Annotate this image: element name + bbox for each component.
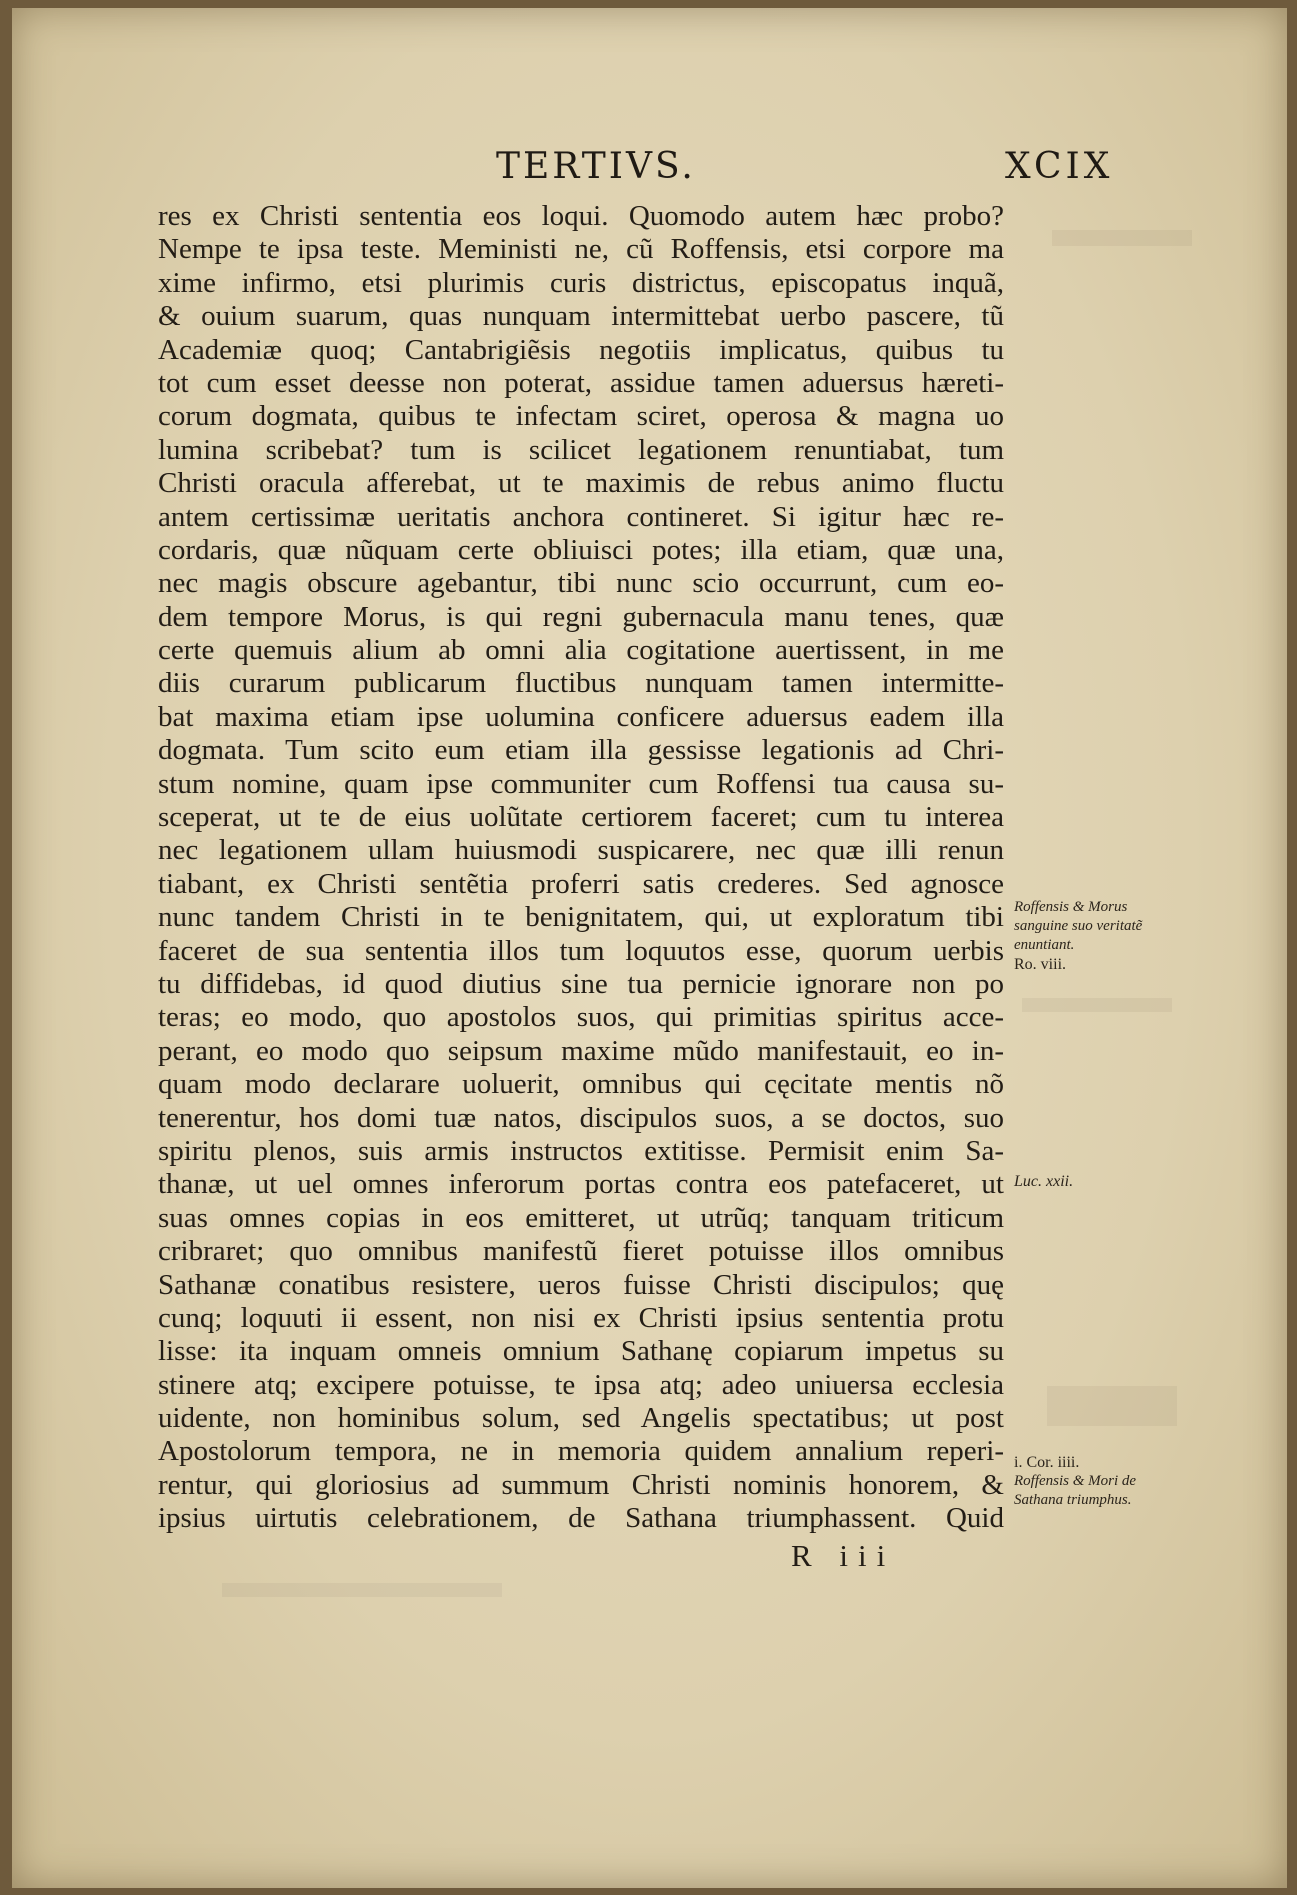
- margin-note-triumphus: [1014, 1453, 1136, 1510]
- text-line: dem tempore Morus, is qui regni gubernacula manu tenes, quæ: [158, 600, 1004, 633]
- text-line: teras; eo modo, quo apostolos suos, qui primitias spiritus acce-: [158, 1001, 1004, 1034]
- text-line: tot cum esset deesse non poterat, assidue tamen aduersus hæreti-: [158, 366, 1004, 399]
- text-line: quam modo declarare uoluerit, omnibus qui cęcitate mentis nõ: [158, 1068, 1004, 1101]
- text-line: res ex Christi sententia eos loqui. Quomodo autem hæc probo?: [158, 200, 1004, 232]
- running-head: TERTIVS.: [496, 146, 696, 187]
- text-line: stum nomine, quam ipse communiter cum Roffensi tua causa su-: [158, 767, 1004, 800]
- text-line: uidente, non hominibus solum, sed Angelis spectatibus; ut post: [158, 1402, 1004, 1435]
- text-line: corum dogmata, quibus te infectam sciret, operosa & magna uo: [158, 400, 1004, 433]
- text-line: tiabant, ex Christi sentẽtia proferri satis crederes. Sed agnosce: [158, 867, 1004, 900]
- margin-note-luc: Luc. xxii.: [1014, 1173, 1074, 1190]
- page-footer: [158, 1538, 1004, 1578]
- text-line: sceperat, ut te de eius uolũtate certiorem faceret; cum tu interea: [158, 801, 1004, 834]
- text-line: Nempe te ipsa teste. Meministi ne, cũ Roffensis, etsi corpore ma: [158, 233, 1004, 266]
- text-line: nunc tandem Christi in te benignitatem, qui, ut exploratum tibi: [158, 901, 1004, 934]
- text-line: suas omnes copias in eos emitteret, ut utrũq; tanquam triticum: [158, 1201, 1004, 1234]
- text-line: rentur, qui gloriosius ad summum Christi nominis honorem, &: [158, 1468, 1004, 1501]
- show-through-mark: [1047, 1386, 1177, 1426]
- text-line: thanæ, ut uel omnes inferorum portas contra eos patefaceret, ut: [158, 1168, 1004, 1201]
- margin-note-line: Roffensis & Morus: [1014, 899, 1128, 915]
- main-text-block: [158, 200, 1004, 1536]
- margin-note-line: enuntiant.: [1014, 937, 1075, 953]
- text-line: lumina scribebat? tum is scilicet legationem renuntiabat, tum: [158, 433, 1004, 466]
- text-line: cribraret; quo omnibus manifestũ fieret potuisse illos omnibus: [158, 1235, 1004, 1268]
- text-line: tenerentur, hos domi tuæ natos, discipulos suos, a se doctos, suo: [158, 1101, 1004, 1134]
- text-line: diis curarum publicarum fluctibus nunquam tamen intermitte-: [158, 667, 1004, 700]
- show-through-mark: [1052, 230, 1192, 246]
- margin-note-line: Roffensis & Mori de: [1014, 1473, 1137, 1489]
- margin-note-reference: i. Cor. iiii.: [1014, 1454, 1080, 1471]
- text-line: Christi oracula afferebat, ut te maximis de rebus animo fluctu: [158, 467, 1004, 500]
- text-line: & ouium suarum, quas nunquam intermittebat uerbo pascere, tũ: [158, 300, 1004, 333]
- text-line: certe quemuis alium ab omni alia cogitatione auertissent, in me: [158, 634, 1004, 667]
- text-line: nec magis obscure agebantur, tibi nunc scio occurrunt, cum eo-: [158, 567, 1004, 600]
- margin-note-roffensis-morus: [1014, 898, 1142, 974]
- folio-number: XCIX: [1005, 146, 1114, 187]
- text-line: Apostolorum tempora, ne in memoria quidem annalium reperi-: [158, 1435, 1004, 1468]
- text-line: spiritu plenos, suis armis instructos extitisse. Permisit enim Sa-: [158, 1134, 1004, 1167]
- text-line: cunq; loquuti ii essent, non nisi ex Christi ipsius sententia protu: [158, 1301, 1004, 1334]
- book-page: [12, 8, 1287, 1888]
- signature-mark: R iii: [791, 1538, 896, 1573]
- text-line: stinere atq; excipere potuisse, te ipsa atq; adeo uniuersa ecclesia: [158, 1368, 1004, 1401]
- text-line: faceret de sua sententia illos tum loquutos esse, quorum uerbis: [158, 934, 1004, 967]
- text-line: xime infirmo, etsi plurimis curis districtus, episcopatus inquã,: [158, 266, 1004, 299]
- text-line: dogmata. Tum scito eum etiam illa gessisse legationis ad Chri-: [158, 734, 1004, 767]
- text-line: Sathanæ conatibus resistere, ueros fuisse Christi discipulos; quę: [158, 1268, 1004, 1301]
- margin-note-line: sanguine suo veritatẽ: [1014, 918, 1143, 934]
- text-line: perant, eo modo quo seipsum maxime mũdo manifestauit, eo in-: [158, 1034, 1004, 1067]
- text-line: Academiæ quoq; Cantabrigiẽsis negotiis implicatus, quibus tu: [158, 333, 1004, 366]
- text-line: nec legationem ullam huiusmodi suspicarere, nec quæ illi renun: [158, 834, 1004, 867]
- margin-note-reference: Ro. viii.: [1014, 956, 1067, 973]
- text-line: antem certissimæ ueritatis anchora contineret. Si igitur hæc re-: [158, 500, 1004, 533]
- text-line: tu diffidebas, id quod diutius sine tua pernicie ignorare non po: [158, 967, 1004, 1000]
- show-through-mark: [222, 1583, 502, 1597]
- text-line: cordaris, quæ nũquam certe obliuisci potes; illa etiam, quæ una,: [158, 533, 1004, 566]
- margin-note-line: Sathana triumphus.: [1014, 1492, 1132, 1508]
- text-line: lisse: ita inquam omneis omnium Sathanę copiarum impetus su: [158, 1335, 1004, 1368]
- text-line: bat maxima etiam ipse uolumina conficere aduersus eadem illa: [158, 700, 1004, 733]
- show-through-mark: [1022, 998, 1172, 1012]
- text-line: ipsius uirtutis celebrationem, de Sathana triumphassent. Quid: [158, 1502, 1004, 1535]
